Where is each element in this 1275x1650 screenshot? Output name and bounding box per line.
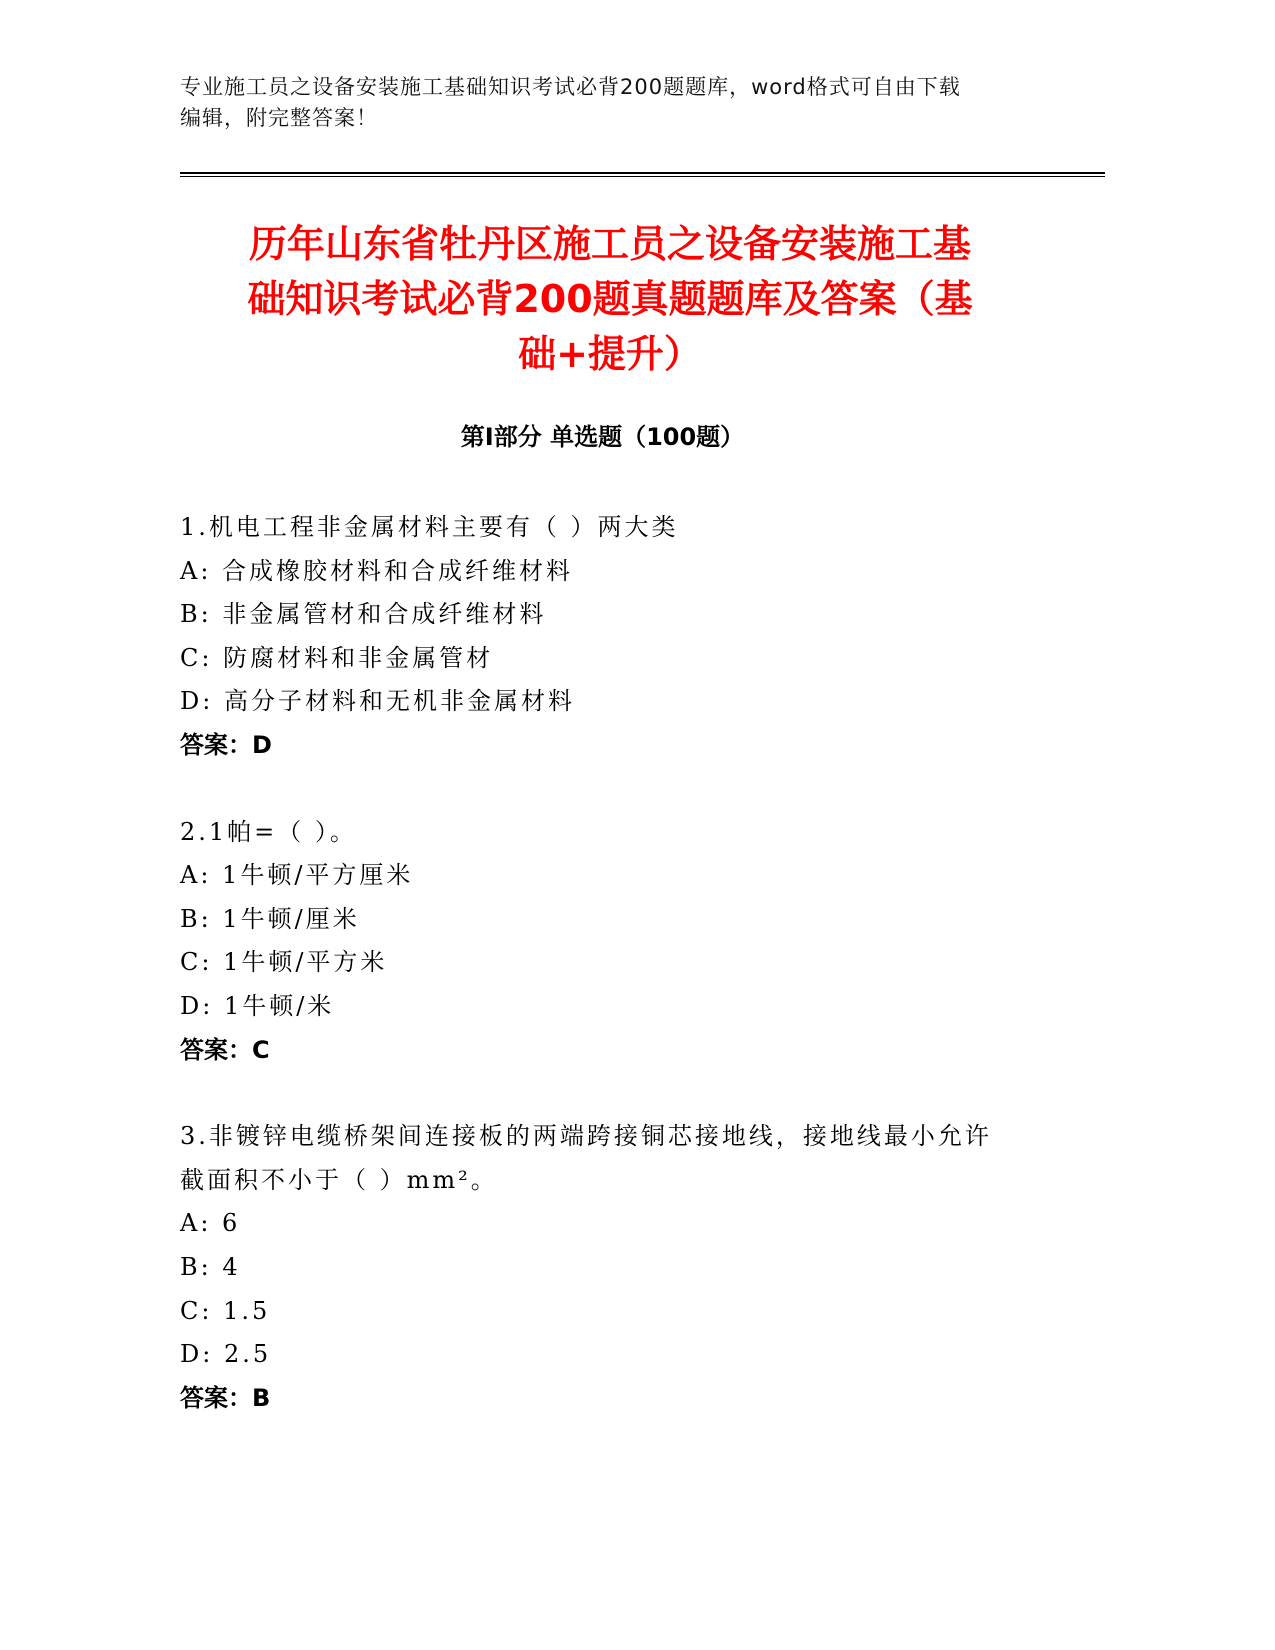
header-line-2: 编辑，附完整答案！ bbox=[180, 106, 378, 130]
document-header bbox=[180, 72, 1040, 134]
question-2 bbox=[180, 811, 1040, 1073]
answer-line: 答案：D bbox=[180, 730, 272, 759]
question-stem-line-1: 3.非镀锌电缆桥架间连接板的两端跨接铜芯接地线，接地线最小允许 bbox=[180, 1122, 992, 1151]
option-a: A: 1牛顿/平方厘米 bbox=[180, 861, 414, 890]
question-1 bbox=[180, 506, 1040, 768]
title-line-2: 础知识考试必背200题真题题库及答案（基 bbox=[247, 277, 973, 321]
option-b: B: 4 bbox=[180, 1252, 241, 1281]
option-a: A: 6 bbox=[180, 1209, 241, 1238]
title-line-3: 础+提升） bbox=[518, 332, 702, 376]
question-list bbox=[180, 506, 1040, 1463]
header-divider-thin bbox=[180, 176, 1105, 177]
title-line-1: 历年山东省牡丹区施工员之设备安装施工基 bbox=[248, 222, 971, 266]
option-c: C: 1.5 bbox=[180, 1296, 271, 1325]
option-c: C: 防腐材料和非金属管材 bbox=[180, 643, 494, 672]
option-c: C: 1牛顿/平方米 bbox=[180, 948, 388, 977]
answer-line: 答案：B bbox=[180, 1383, 271, 1412]
question-3 bbox=[180, 1115, 1040, 1420]
question-stem-line-2: 截面积不小于（ ）mm²。 bbox=[180, 1165, 498, 1194]
option-b: B: 1牛顿/厘米 bbox=[180, 904, 360, 933]
header-line-1: 专业施工员之设备安装施工基础知识考试必背200题题库，word格式可自由下载 bbox=[180, 75, 961, 99]
option-d: D: 1牛顿/米 bbox=[180, 991, 335, 1020]
answer-line: 答案：C bbox=[180, 1035, 270, 1064]
question-stem: 2.1帕=（ ）。 bbox=[180, 817, 357, 846]
section-heading: 第I部分 单选题（100题） bbox=[460, 423, 745, 451]
header-divider-thick bbox=[180, 172, 1105, 174]
document-title bbox=[180, 217, 1040, 382]
option-b: B: 非金属管材和合成纤维材料 bbox=[180, 600, 547, 629]
option-a: A: 合成橡胶材料和合成纤维材料 bbox=[180, 556, 574, 585]
question-stem: 1.机电工程非金属材料主要有（ ）两大类 bbox=[180, 513, 679, 541]
option-d: D: 2.5 bbox=[180, 1340, 272, 1369]
option-d: D: 高分子材料和无机非金属材料 bbox=[180, 687, 575, 716]
